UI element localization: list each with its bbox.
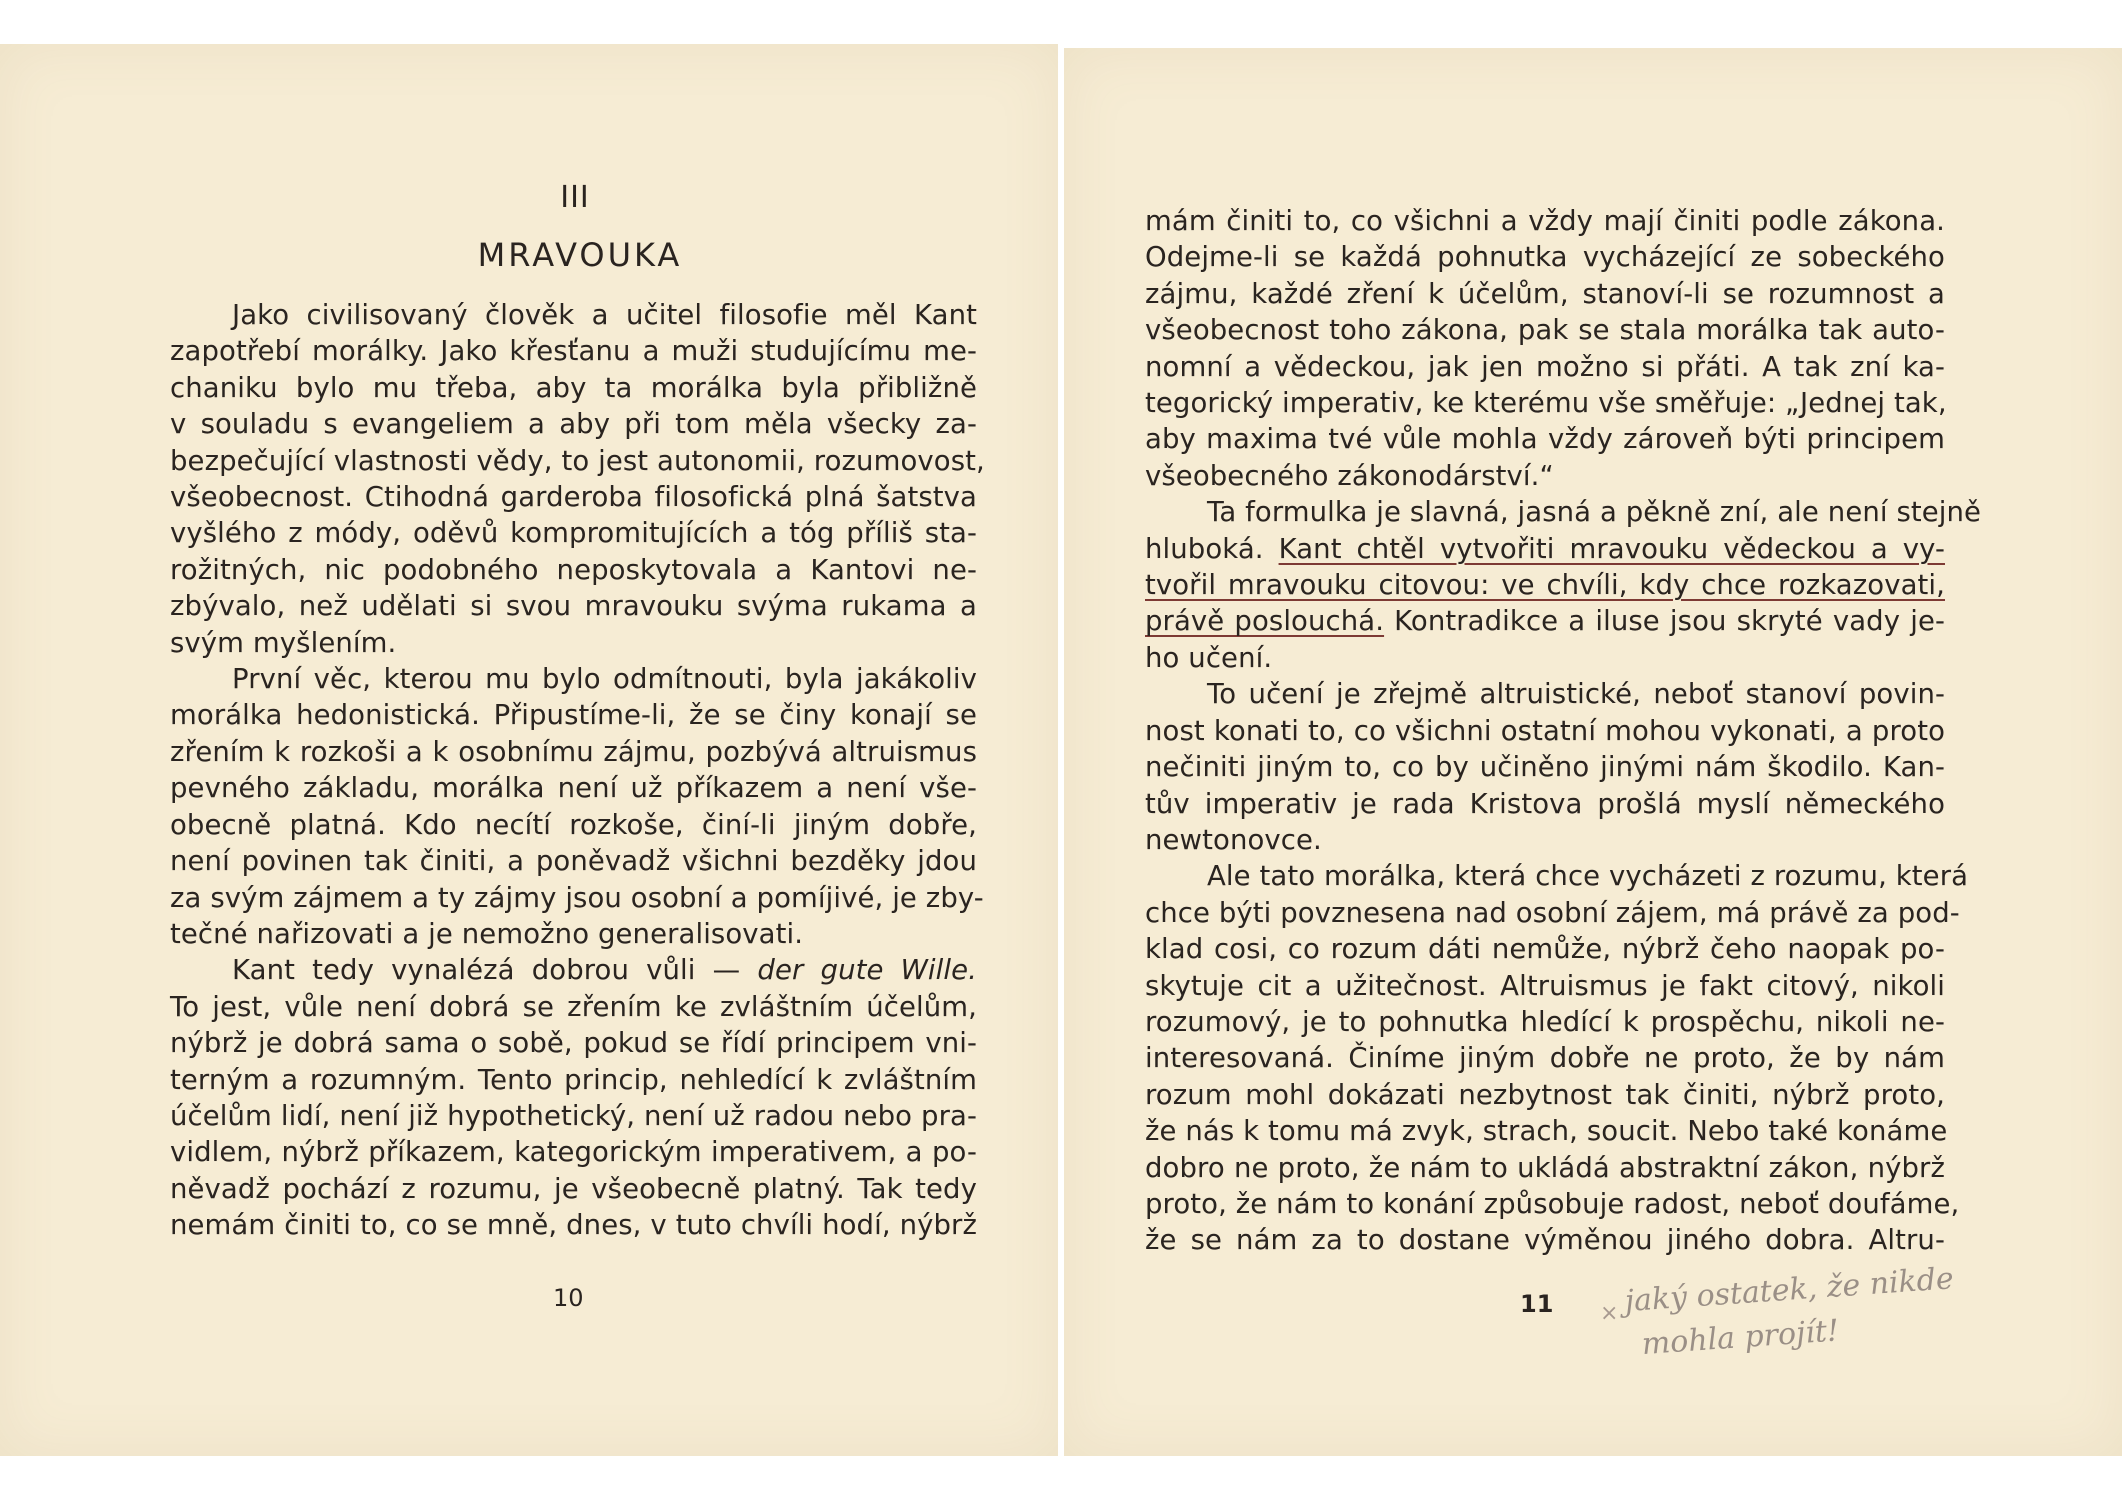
- text-line: nemám činiti to, co se mně, dnes, v tuto chvíli hodí, nýbrž: [170, 1209, 977, 1242]
- text-line: zájmu, každé zření k účelům, stanoví-li se rozumnost a: [1145, 277, 1945, 310]
- text-line: skytuje cit a užitečnost. Altruismus je fakt citový, nikoli: [1145, 969, 1945, 1002]
- underlined-passage: právě poslouchá.: [1145, 605, 1385, 638]
- text-line: První věc, kterou mu bylo odmítnouti, byla jakákoliv: [232, 663, 977, 696]
- text-line: za svým zájmem a ty zájmy jsou osobní a pomíjivé, je zby-: [170, 881, 984, 914]
- text-line: chaniku bylo mu třeba, aby ta morálka byla přibližně: [170, 371, 977, 404]
- text-line: klad cosi, co rozum dáti nemůže, nýbrž čeho naopak po-: [1145, 933, 1945, 966]
- handwritten-mark: ×: [1600, 1301, 1619, 1326]
- text-line: aby maxima tvé vůle mohla vždy zároveň býti principem: [1145, 423, 1945, 456]
- text-line: tův imperativ je rada Kristova prošlá myslí německého: [1145, 787, 1945, 820]
- chapter-title: MRAVOUKA: [477, 236, 683, 274]
- chapter-number: III: [560, 180, 590, 215]
- right-page-body: [1145, 203, 1982, 1259]
- text-line: zbývalo, než udělati si svou mravouku svýma rukama a: [170, 590, 977, 623]
- text-fragment: Kant tedy vynalézá dobrou vůli —: [232, 954, 741, 987]
- text-line: nost konati to, co všichni ostatní mohou vykonati, a proto: [1145, 714, 1945, 747]
- page-number-left: 10: [553, 1284, 584, 1312]
- underlined-passage: tvořil mravouku citovou: ve chvíli, kdy chce rozkazovati,: [1145, 569, 1945, 602]
- text-line: [170, 952, 977, 988]
- text-line: rozumový, je to pohnutka hledící k prospěchu, nikoli ne-: [1145, 1005, 1945, 1038]
- text-line: pevného základu, morálka není už příkazem a není vše-: [170, 772, 977, 805]
- text-line: interesovaná. Činíme jiným dobře ne proto, že by nám: [1145, 1042, 1945, 1075]
- left-page-body: [170, 297, 985, 1244]
- text-line: Odejme-li se každá pohnutka vycházející ze sobeckého: [1145, 241, 1945, 274]
- text-line: mám činiti to, co všichni a vždy mají činiti podle zákona.: [1145, 205, 1945, 237]
- text-line: [1145, 531, 1945, 567]
- text-line: vidlem, nýbrž příkazem, kategorickým imperativem, a po-: [170, 1136, 977, 1169]
- text-line: nomní a vědeckou, jak jen možno si přáti. A tak zní ka-: [1145, 350, 1945, 383]
- handwritten-note-line: mohla projít!: [1640, 1313, 1841, 1363]
- underlined-passage: Kant chtěl vytvořiti mravouku vědeckou a vy-: [1278, 532, 1945, 565]
- text-line: terným a rozumným. Tento princip, nehledící k zvláštním: [170, 1063, 977, 1096]
- text-line: Ta formulka je slavná, jasná a pěkně zní, ale není stejně: [1207, 496, 1982, 529]
- text-fragment: hluboká.: [1145, 532, 1264, 565]
- text-line: To učení je zřejmě altruistické, neboť stanoví povin-: [1207, 678, 1945, 711]
- text-line: dobro ne proto, že nám to ukládá abstraktní zákon, nýbrž: [1145, 1151, 1945, 1184]
- text-line: všeobecného zákonodárství.“: [1145, 459, 1554, 492]
- text-line: v souladu s evangeliem a aby při tom měla všecky za-: [170, 408, 977, 441]
- text-line: zřením k rozkoši a k osobnímu zájmu, pozbývá altruismus: [170, 735, 977, 768]
- text-line: Ale tato morálka, která chce vycházeti z rozumu, která: [1207, 860, 1969, 893]
- text-line: účelům lidí, není již hypothetický, není už radou nebo pra-: [170, 1099, 977, 1132]
- text-line: To jest, vůle není dobrá se zřením ke zvláštním účelům,: [170, 990, 977, 1023]
- text-line: chce býti povznesena nad osobní zájem, má právě za pod-: [1145, 896, 1960, 929]
- page-number-right: 11: [1520, 1290, 1554, 1318]
- text-line: rozum mohl dokázati nezbytnost tak činiti, nýbrž proto,: [1145, 1078, 1945, 1111]
- text-line: nečiniti jiným to, co by učiněno jinými nám škodilo. Kan-: [1145, 751, 1945, 784]
- text-line: svým myšlením.: [170, 626, 397, 659]
- text-line: něvadž pochází z rozumu, je všeobecně platný. Tak tedy: [170, 1172, 977, 1205]
- text-line: vyšlého z módy, oděvů kompromitujících a tóg příliš sta-: [170, 517, 977, 550]
- text-line: že se nám za to dostane výměnou jiného dobra. Altru-: [1145, 1224, 1945, 1257]
- text-line: tegorický imperativ, ke kterému vše směřuje: „Jednej tak,: [1145, 387, 1947, 420]
- text-line: zapotřebí morálky. Jako křesťanu a muži studujícímu me-: [170, 335, 977, 368]
- text-line: tečné nařizovati a je nemožno generalisovati.: [170, 917, 804, 950]
- text-line: obecně platná. Kdo necítí rozkoše, činí-li jiným dobře,: [170, 808, 977, 841]
- handwritten-note-line: jaký ostatek, že nikde: [1623, 1261, 1955, 1320]
- italic-phrase: der gute Wille.: [757, 954, 978, 987]
- text-line: morálka hedonistická. Připustíme-li, že se činy konají se: [170, 699, 977, 732]
- text-line: není povinen tak činiti, a poněvadž všichni bezděky jdou: [170, 845, 977, 878]
- text-line: rožitných, nic podobného neposkytovala a Kantovi ne-: [170, 553, 977, 586]
- text-line: ho učení.: [1145, 641, 1273, 674]
- text-line: nýbrž je dobrá sama o sobě, pokud se řídí principem vni-: [170, 1027, 977, 1060]
- text-line: [1145, 567, 1945, 603]
- text-line: všeobecnost. Ctihodná garderoba filosofická plná šatstva: [170, 481, 977, 514]
- text-line: [1145, 603, 1945, 639]
- text-line: všeobecnost toho zákona, pak se stala morálka tak auto-: [1145, 314, 1945, 347]
- text-line: newtonovce.: [1145, 823, 1322, 856]
- text-line: bezpečující vlastnosti vědy, to jest autonomii, rozumovost,: [170, 444, 985, 477]
- text-line: že nás k tomu má zvyk, strach, soucit. Nebo také konáme: [1145, 1115, 1948, 1148]
- text-fragment: Kontradikce a iluse jsou skryté vady je-: [1394, 605, 1946, 638]
- text-line: proto, že nám to konání způsobuje radost, neboť doufáme,: [1145, 1187, 1960, 1220]
- text-line: Jako civilisovaný člověk a učitel filosofie měl Kant: [232, 299, 977, 331]
